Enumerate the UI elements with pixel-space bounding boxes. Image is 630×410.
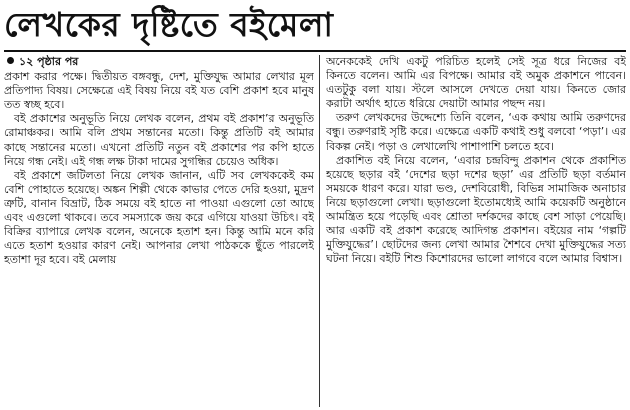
paragraph: বই প্রকাশের অনুভূতি নিয়ে লেখক বলেন, প্রথম বই প্রকাশ’র অনুভূতি রোমাঞ্চকর। আমি বলি প্রথম সন্তানের মতো। কিন্তু প্রতিটি বই আমার কাছে সন্তানের মতো। এখনো প্রতিটি নতুন বই প্রকাশের পর কপি হাতে নিয়ে গন্ধ নেই। এই গন্ধ লক্ষ টাকা দামের সুগন্ধির চেয়েও অধিক। <box>4 112 314 168</box>
headline-rule <box>4 50 626 52</box>
paragraph: প্রকাশ করার পক্ষে। দ্বিতীয়ত বঙ্গবন্ধু, দেশ, মুক্তিযুদ্ধ আমার লেখার মূল প্রতিপাদ্য বিষয়। সেক্ষেত্রে এই বিষয় নিয়ে বই যত বেশি প্রকাশ হবে মানুষ তত স্বচ্ছ হবে। <box>4 70 314 112</box>
paragraph: তরুণ লেখকদের উদ্দেশ্যে তিনি বলেন, ‘এক কথায় আমি তরুণদের বন্ধু। তরুণরাই সৃষ্টি করে। এক্ষেত্রে একটি কথাই শুধু বলবো ‘পড়া’। এর বিকল্প নেই। পড়া ও লেখালেখি পাশাপাশি চলতে হবে। <box>326 111 626 153</box>
article-column-left <box>4 55 314 407</box>
continuation-line <box>4 55 314 69</box>
continuation-text: ১২ পৃষ্ঠার পর <box>19 55 79 68</box>
bullet-icon <box>7 57 14 64</box>
column-divider <box>319 55 320 407</box>
paragraph: বই প্রকাশে জটিলতা নিয়ে লেখক জানান, এটি সব লেখককেই কম বেশি পোহাতে হয়েছে। অঙ্কন শিল্পী থেকে কাভার পেতে দেরি হওয়া, মুদ্রণ ত্রুটি, বানান বিভ্রাট, ঠিক সময়ে বই হাতে না পাওয়া এগুলো তো আছে এবং এগুলো থাকবে। তবে সমস্যাকে জয় করে এগিয়ে যাওয়া উচিৎ। বই বিক্রির ব্যাপারে লেখক বলেন, অনেকে হতাশ হন। কিন্তু আমি মনে করি এতে হতাশ হওয়ার কারণ নেই। আপনার লেখা পাঠককে ছুঁতে পারলেই হতাশা দূর হবে। বই মেলায় <box>4 168 314 267</box>
paragraph: প্রকাশিত বই নিয়ে বলেন, ‘এবার চন্দ্রবিন্দু প্রকাশন থেকে প্রকাশিত হয়েছে ছড়ার বই ‘দেশের ছড়া দশের ছড়া’ এর প্রতিটি ছড়া বর্তমান সময়কে ধারণ করে। যারা ভণ্ড, দেশবিরোধী, বিভিন্ন সামাজিক অনাচার নিয়ে ছড়াগুলো লেখা। ছড়াগুলো ইতোমধ্যেই আমি কয়েকটি অনুষ্ঠানে আমন্ত্রিত হয়ে পড়েছি এবং শ্রোতা দর্শকদের কাছে বেশ সাড়া পেয়েছি। আর একটি বই প্রকাশ করেছে আদিগন্ত প্রকাশন। বইয়ের নাম ‘গল্পটি মুক্তিযুদ্ধের’। ছোটদের জন্য লেখা আমার শৈশবে দেখা মুক্তিযুদ্ধের সত্য ঘটনা নিয়ে। বইটি শিশু কিশোরদের ভালো লাগবে বলে আমার বিশ্বাস। <box>326 153 626 266</box>
headline: লেখকের দৃষ্টিতে বইমেলা <box>4 5 334 44</box>
article-column-right <box>326 55 626 407</box>
paragraph: অনেককেই দেখি একটু পরিচিত হলেই সেই সূত্র ধরে নিজের বই কিনতে বলেন। আমি এর বিপক্ষে। আমার বই অমুক প্রকাশনে পাবেন। এতটুকু বলা যায়। স্টলে আসলে দেখতে দেয়া যায়। কিনতে জোর করাটা অর্থাৎ হাতে ধরিয়ে দেয়াটা আমার পছন্দ নয়। <box>326 55 626 111</box>
